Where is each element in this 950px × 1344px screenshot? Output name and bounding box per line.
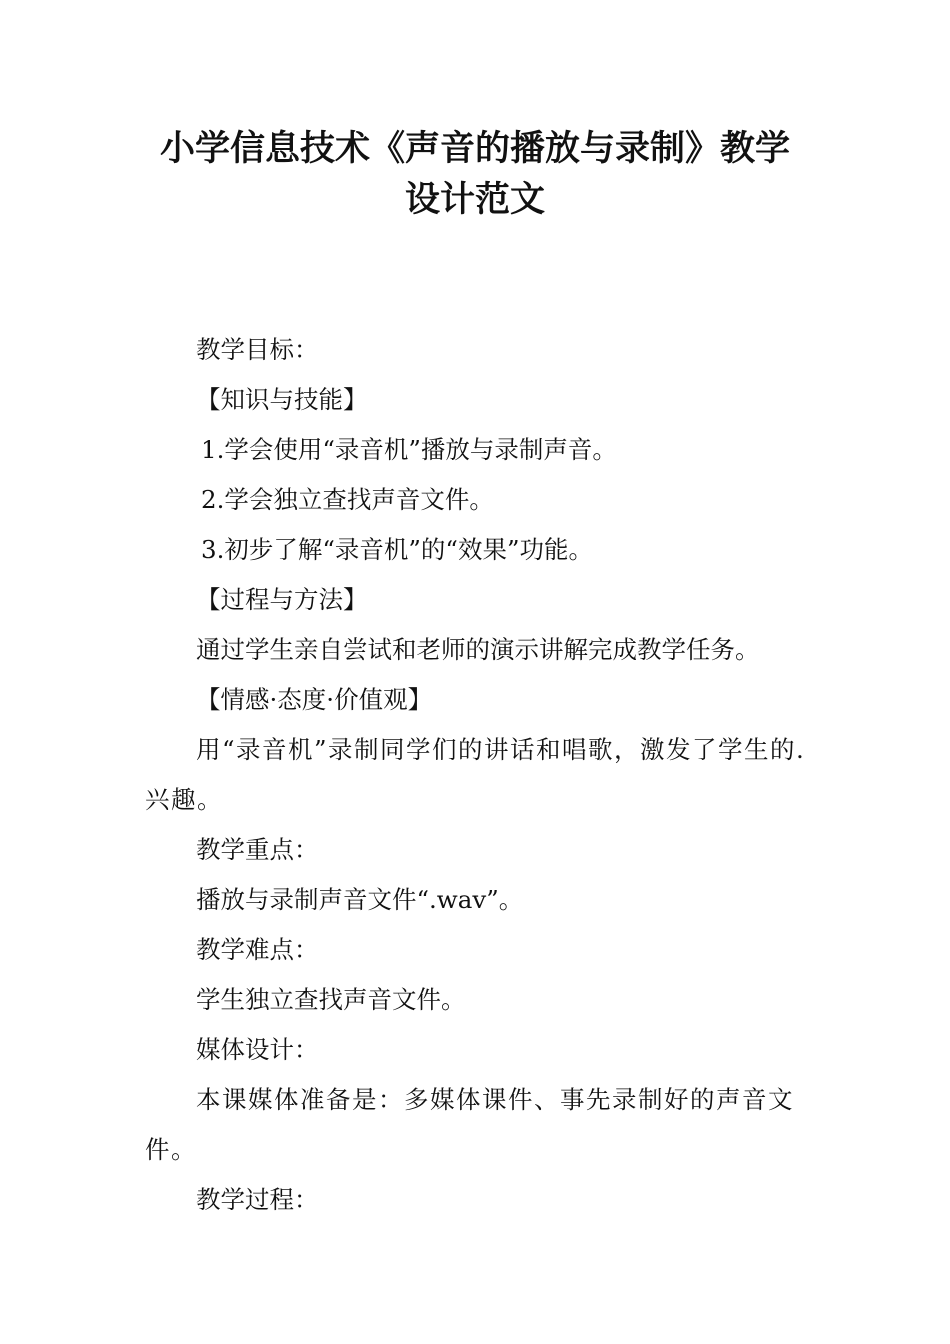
section-heading-media-design: 媒体设计： [196, 1035, 319, 1064]
paragraph-process-method: 通过学生亲自尝试和老师的演示讲解完成教学任务。 [196, 635, 760, 664]
subheading-process-method: 【过程与方法】 [196, 585, 368, 614]
paragraph-emotion-values: 用“录音机”录制同学们的讲话和唱歌，激发了学生的.兴趣。 [145, 735, 806, 814]
paragraph-difficulties: 学生独立查找声音文件。 [196, 985, 466, 1014]
paragraph-key-points: 播放与录制声音文件“.wav”。 [196, 885, 524, 914]
document-title-line-2: 设计范文 [404, 180, 545, 220]
subheading-knowledge-skills: 【知识与技能】 [196, 385, 368, 414]
document-body [145, 325, 810, 1225]
list-item-1: 1.学会使用“录音机”播放与录制声音。 [201, 435, 617, 464]
section-heading-difficulties: 教学难点： [196, 935, 319, 964]
section-heading-teaching-process: 教学过程： [196, 1185, 319, 1214]
section-heading-key-points: 教学重点： [196, 835, 319, 864]
section-heading-teaching-goals: 教学目标： [196, 335, 319, 364]
subheading-emotion-values: 【情感·态度·价值观】 [196, 685, 433, 714]
list-item-2: 2.学会独立查找声音文件。 [201, 485, 494, 514]
document-title-line-1: 小学信息技术《声音的播放与录制》教学 [159, 129, 790, 169]
list-item-3: 3.初步了解“录音机”的“效果”功能。 [201, 535, 593, 564]
paragraph-media-design: 本课媒体准备是：多媒体课件、事先录制好的声音文件。 [145, 1085, 794, 1164]
